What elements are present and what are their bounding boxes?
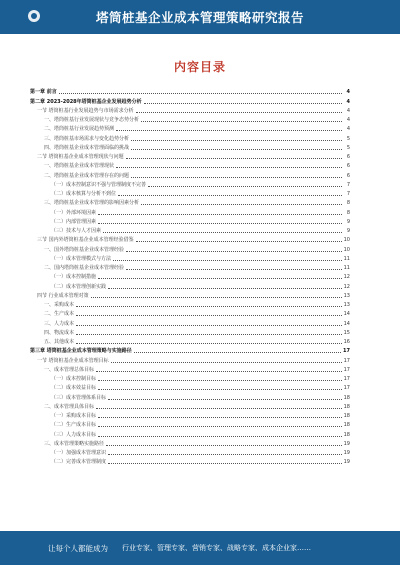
toc-entry-text: 一、塔筒桩基行业发展现状与竞争态势分析	[44, 117, 140, 123]
toc-leader-dots	[126, 251, 342, 252]
toc-leader-dots	[103, 232, 342, 233]
toc-entry[interactable]	[30, 447, 350, 456]
toc-leader-dots	[136, 241, 342, 242]
toc-entry-text: 一、塔筒桩基企业成本管理现状	[44, 163, 115, 170]
toc-entry[interactable]	[30, 243, 350, 252]
toc-entry[interactable]	[30, 179, 350, 188]
toc-entry[interactable]	[30, 419, 350, 428]
toc-entry-text: 第二章 2023-2028年塔筒桩基企业发展趋势分析	[30, 98, 142, 105]
toc-page-number: 4	[346, 98, 350, 105]
toc-leader-dots	[96, 371, 342, 372]
toc-leader-dots	[108, 454, 342, 455]
toc-entry-text: 三、人力成本	[44, 320, 75, 327]
toc-leader-dots	[108, 463, 342, 464]
toc-entry-text: 一节 塔筒桩基行业发展趋势与市场需求分析	[37, 107, 134, 114]
toc-entry[interactable]	[30, 401, 350, 410]
toc-leader-dots	[141, 204, 342, 205]
toc-page-number: 6	[346, 154, 350, 160]
toc-entry[interactable]	[30, 317, 350, 326]
toc-entry[interactable]	[30, 234, 350, 243]
toc-page-number: 4	[346, 107, 350, 114]
toc-entry-text: （一）成本控制意识不强与管理制度不完善	[51, 181, 147, 188]
header-bar	[0, 0, 400, 34]
footer-slogan: 让每个人都能成为	[48, 543, 108, 553]
toc-leader-dots	[116, 167, 342, 168]
toc-entry-text: 二、塔筒桩基行业发展趋势预测	[44, 126, 115, 133]
toc-entry[interactable]	[30, 142, 350, 151]
toc-entry-text: 一、采购成本	[44, 302, 75, 308]
toc-entry[interactable]	[30, 216, 350, 225]
toc-page-number: 17	[343, 385, 350, 392]
toc-entry-text: 一节 塔筒桩基企业成本管理目标	[37, 357, 109, 364]
toc-page-number: 17	[343, 357, 350, 364]
toc-leader-dots	[116, 130, 342, 131]
toc-entry[interactable]	[30, 280, 350, 289]
toc-entry[interactable]	[30, 327, 350, 336]
toc-leader-dots	[98, 223, 342, 224]
toc-leader-dots	[118, 195, 342, 196]
toc-entry[interactable]	[30, 428, 350, 437]
toc-entry-text: （三）技术与人才因素	[51, 228, 102, 234]
toc-entry[interactable]	[30, 345, 350, 354]
toc-entry-text: 二、成本管理具体目标	[44, 403, 95, 410]
toc-title: 内容目录	[173, 60, 226, 74]
toc-entry[interactable]	[30, 410, 350, 419]
toc-entry[interactable]	[30, 188, 350, 197]
toc-leader-dots	[148, 186, 342, 187]
toc-leader-dots	[126, 269, 342, 270]
toc-page-number: 18	[343, 403, 350, 410]
toc-entry[interactable]	[30, 271, 350, 280]
toc-page-number: 6	[346, 172, 350, 179]
toc-entry-text: （二）完善成本管理制度	[51, 459, 107, 466]
toc-entry-text: 二、国内塔筒桩基企业成本管理经验	[44, 265, 125, 271]
toc-leader-dots	[131, 140, 342, 141]
page-title: 塔筒桩基企业成本管理策略研究报告	[95, 10, 304, 25]
toc-leader-dots	[98, 417, 342, 418]
toc-entry[interactable]	[30, 262, 350, 271]
toc-entry-text: （二）成本管理创新实践	[51, 283, 107, 290]
toc-entry[interactable]	[30, 382, 350, 391]
toc-entry-text: （一）外部环境因素	[51, 209, 97, 216]
toc-entry[interactable]	[30, 373, 350, 382]
toc-entry[interactable]	[30, 114, 350, 123]
toc-entry-text: （二）内部管理因素	[51, 218, 97, 225]
toc-page-number: 9	[346, 218, 350, 225]
toc-entry-text: 三、成本管理策略实施路径	[44, 440, 105, 447]
toc-leader-dots	[108, 399, 342, 400]
toc-entry[interactable]	[30, 160, 350, 169]
toc-entry-text: （三）成本管理体系目标	[51, 394, 107, 401]
toc-page-number: 11	[343, 265, 350, 271]
toc-entry-text: （一）成本控制目标	[51, 376, 97, 382]
toc-page-number: 18	[343, 394, 350, 401]
toc-entry[interactable]	[30, 151, 350, 160]
toc-entry-text: 四节 行业成本管理对策	[37, 292, 89, 299]
toc-page-number: 14	[343, 311, 350, 318]
toc-page-number: 13	[343, 302, 350, 308]
toc-page-number: 14	[343, 320, 350, 327]
toc-page-number: 7	[346, 181, 350, 188]
toc-leader-dots	[98, 436, 342, 437]
toc-page-number: 17	[343, 376, 350, 382]
toc-leader-dots	[98, 380, 342, 381]
toc-leader-dots	[131, 149, 342, 150]
toc-leader-dots	[98, 389, 342, 390]
toc-entry[interactable]	[30, 95, 350, 104]
toc-entry[interactable]	[30, 123, 350, 132]
toc-entry-text: （二）成本效益目标	[51, 385, 97, 392]
toc-entry-text: 三节 国内外塔筒桩基企业成本管理经验借鉴	[37, 237, 134, 244]
toc-entry-text: （一）成本控制措施	[51, 274, 97, 281]
toc-entry-text: （三）人力成本目标	[51, 431, 97, 438]
footer-roles: 行业专家、管理专家、营销专家、战略专家、成本企业家……	[122, 544, 311, 552]
toc-entry-text: （一）采购成本目标	[51, 413, 97, 419]
toc-entry-text: （一）成本管理模式与方法	[51, 255, 112, 262]
toc-entry-text: 四、塔筒桩基企业成本管理面临的挑战	[44, 144, 130, 151]
toc-page-number: 6	[346, 163, 350, 170]
toc-entry-text: 一、成本管理总体目标	[44, 366, 95, 373]
toc-leader-dots	[76, 315, 342, 316]
toc-leader-dots	[98, 214, 342, 215]
toc-entry[interactable]	[30, 354, 350, 363]
toc-leader-dots	[76, 306, 342, 307]
toc-leader-dots	[106, 445, 342, 446]
toc-entry[interactable]	[30, 206, 350, 215]
toc-page-number: 7	[346, 191, 350, 197]
toc-page-number: 4	[346, 89, 350, 96]
toc-leader-dots	[96, 408, 342, 409]
toc-leader-dots	[111, 362, 342, 363]
toc-page-number: 5	[346, 135, 350, 142]
toc-leader-dots	[98, 278, 342, 279]
toc-entry[interactable]	[30, 197, 350, 206]
toc-entry[interactable]	[30, 105, 350, 114]
toc-leader-dots	[126, 158, 342, 159]
toc-page-number: 16	[343, 339, 350, 345]
toc-page-number: 9	[346, 228, 350, 234]
toc-page-number: 18	[343, 431, 350, 438]
toc-entry[interactable]	[30, 438, 350, 447]
toc-entry-text: 三、塔筒桩基市场需求与变化趋势分析	[44, 135, 130, 142]
toc-leader-dots	[136, 112, 342, 113]
toc-entry-text: 一、国外塔筒桩基企业成本管理经验	[44, 246, 125, 253]
toc-entry[interactable]	[30, 253, 350, 262]
toc-entry-text: 三、塔筒桩基企业成本管理的影响因素分析	[44, 200, 140, 207]
toc-page-number: 12	[343, 274, 350, 281]
toc-page-number: 15	[343, 329, 350, 336]
toc-leader-dots	[76, 343, 342, 344]
toc-entry-text: 二节 塔筒桩基企业成本管理现状与问题	[37, 154, 124, 160]
toc-page-number: 19	[343, 440, 350, 447]
toc-leader-dots	[76, 325, 342, 326]
toc-page-number: 5	[346, 144, 350, 151]
toc-entry[interactable]	[30, 391, 350, 400]
toc-page-number: 19	[343, 450, 350, 456]
toc-leader-dots	[108, 288, 342, 289]
toc-leader-dots	[134, 352, 341, 353]
toc-page-number: 12	[343, 283, 350, 290]
toc-leader-dots	[91, 297, 342, 298]
toc-page-number: 17	[343, 348, 350, 355]
toc-leader-dots	[76, 334, 342, 335]
toc-entry[interactable]	[30, 86, 350, 95]
toc-entry-text: （二）成本核算与分析不到位	[51, 191, 117, 197]
toc-leader-dots	[113, 260, 342, 261]
toc-entry[interactable]	[30, 456, 350, 465]
toc-entry[interactable]	[30, 290, 350, 299]
toc-entry-text: 二、生产成本	[44, 311, 75, 318]
toc-page-number: 8	[346, 209, 350, 216]
toc-leader-dots	[98, 426, 342, 427]
footer-bar	[0, 531, 400, 565]
toc-entry-text: （二）生产成本目标	[51, 422, 97, 429]
toc-leader-dots	[131, 177, 342, 178]
toc-entry[interactable]	[30, 169, 350, 178]
toc-entry-text: 第三章 塔筒桩基企业成本管理策略与实施路径	[30, 348, 132, 355]
toc-page-number: 13	[343, 292, 350, 299]
toc-entry[interactable]	[30, 364, 350, 373]
toc-leader-dots	[144, 103, 342, 104]
toc-entry-text: 四、物流成本	[44, 329, 75, 336]
toc-leader-dots	[141, 121, 342, 122]
toc-page-number: 18	[343, 413, 350, 419]
toc-entry-text: （一）加强成本管理意识	[51, 450, 107, 456]
toc-entry[interactable]	[30, 308, 350, 317]
toc-entry[interactable]	[30, 225, 350, 234]
toc-page-number: 17	[343, 366, 350, 373]
toc-entry-text: 二、塔筒桩基企业成本管理存在的问题	[44, 172, 130, 179]
toc-entry[interactable]	[30, 336, 350, 345]
toc-entry-text: 第一章 前言	[30, 89, 57, 96]
toc-entry-text: 五、其他成本	[44, 339, 75, 345]
toc-page-number: 18	[343, 422, 350, 429]
toc-page-number: 10	[343, 237, 350, 244]
toc-page-number: 4	[346, 117, 350, 123]
toc-page-number: 10	[343, 246, 350, 253]
toc-page-number: 8	[346, 200, 350, 207]
toc-page-number: 4	[346, 126, 350, 133]
table-of-contents	[30, 86, 350, 465]
toc-entry[interactable]	[30, 299, 350, 308]
toc-leader-dots	[59, 93, 342, 94]
toc-page-number: 19	[343, 459, 350, 466]
toc-entry[interactable]	[30, 132, 350, 141]
toc-page-number: 11	[343, 255, 350, 262]
